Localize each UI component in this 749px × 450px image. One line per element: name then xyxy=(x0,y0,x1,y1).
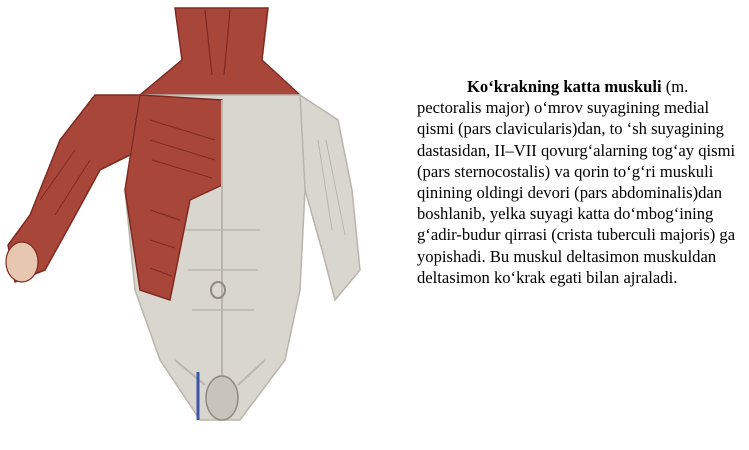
muscle-term: Ko‘krakning katta muskuli xyxy=(467,77,662,96)
description-text: (m. pectoralis major) o‘mrov suyagining medial qismi (pars clavicularis)dan, to ‘sh suyagining dastasidan, II–VII qovurg‘alarning tog‘ay qismi (pars sternocostalis) va qorin to‘g‘ri muskuli qinining oldingi devori (pars abdominalis)dan boshlanib, yelka suyagi katta do‘mbog‘ining g‘adir-budur qirrasi (crista tuberculi majoris) ga yopishadi. Bu muskul deltasimon muskuldan deltasimon ko‘krak egati bilan ajraladi. xyxy=(417,77,736,287)
muscle-description xyxy=(417,76,739,288)
description-paragraph xyxy=(417,76,739,288)
